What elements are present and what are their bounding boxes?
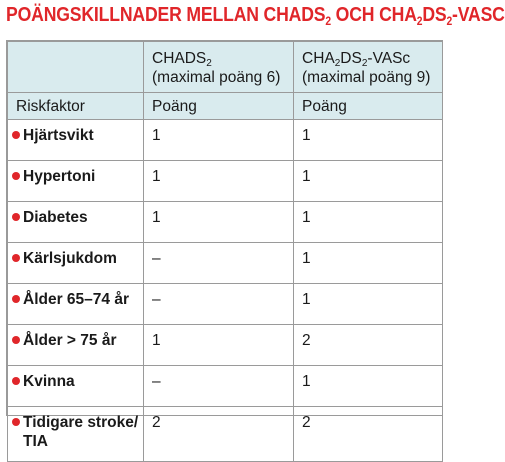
risk-factor-cell: Kvinna	[8, 366, 144, 407]
cha2ds2-vasc-score-cell: 1	[294, 161, 443, 202]
cha2ds2-vasc-score-cell: 1	[294, 120, 443, 161]
risk-factor-cell: Ålder 65–74 år	[8, 284, 144, 325]
chads2-score-cell: 1	[144, 161, 294, 202]
cha2ds2-vasc-score-cell: 2	[294, 407, 443, 462]
risk-factor-cell: Kärlsjukdom	[8, 243, 144, 284]
risk-factor-cell: Hypertoni	[8, 161, 144, 202]
cha2ds2-vasc-score-cell: 1	[294, 284, 443, 325]
table-subheader-row	[8, 93, 443, 120]
bullet-icon	[12, 213, 20, 221]
subheader-riskfaktor: Riskfaktor	[8, 93, 144, 120]
subheader-poang-chads2: Poäng	[144, 93, 294, 120]
bullet-icon	[12, 295, 20, 303]
table-row	[8, 243, 443, 284]
cha2ds2-vasc-score-cell: 1	[294, 243, 443, 284]
score-comparison-table	[6, 40, 443, 450]
risk-factor-cell: Tidigare stroke/ TIA	[8, 407, 144, 462]
chads2-score-cell: –	[144, 243, 294, 284]
table-row	[8, 407, 443, 462]
table-row	[8, 202, 443, 243]
header-cha2ds2-vasc: $CHA_2DS_2$-VASc (maximal poäng 9)	[294, 42, 443, 93]
table-row	[8, 325, 443, 366]
header-chads2: $CHADS_2$ (maximal poäng 6)	[144, 42, 294, 93]
risk-factor-cell: Ålder > 75 år	[8, 325, 144, 366]
table-row	[8, 284, 443, 325]
bullet-icon	[12, 131, 20, 139]
cha2ds2-vasc-score-cell: 1	[294, 202, 443, 243]
subheader-poang-cha2ds2-vasc: Poäng	[294, 93, 443, 120]
chads2-score-cell: 1	[144, 202, 294, 243]
table-row	[8, 161, 443, 202]
bullet-icon	[12, 172, 20, 180]
table-header-row	[8, 42, 443, 93]
cha2ds2-vasc-score-cell: 1	[294, 366, 443, 407]
bullet-icon	[12, 377, 20, 385]
risk-factor-cell: Diabetes	[8, 202, 144, 243]
bullet-icon	[12, 418, 20, 426]
chads2-score-cell: –	[144, 366, 294, 407]
header-empty-cell	[8, 42, 144, 93]
cha2ds2-vasc-score-cell: 2	[294, 325, 443, 366]
bullet-icon	[12, 336, 20, 344]
table-row	[8, 366, 443, 407]
chads2-score-cell: 1	[144, 120, 294, 161]
chads2-score-cell: 1	[144, 325, 294, 366]
chads2-score-cell: –	[144, 284, 294, 325]
table-title: POÄNGSKILLNADER MELLAN $CHADS_2$ OCH $CHA_2DS_2$-VASC	[6, 3, 505, 28]
risk-factor-cell: Hjärtsvikt	[8, 120, 144, 161]
table-row	[8, 120, 443, 161]
bullet-icon	[12, 254, 20, 262]
chads2-score-cell: 2	[144, 407, 294, 462]
